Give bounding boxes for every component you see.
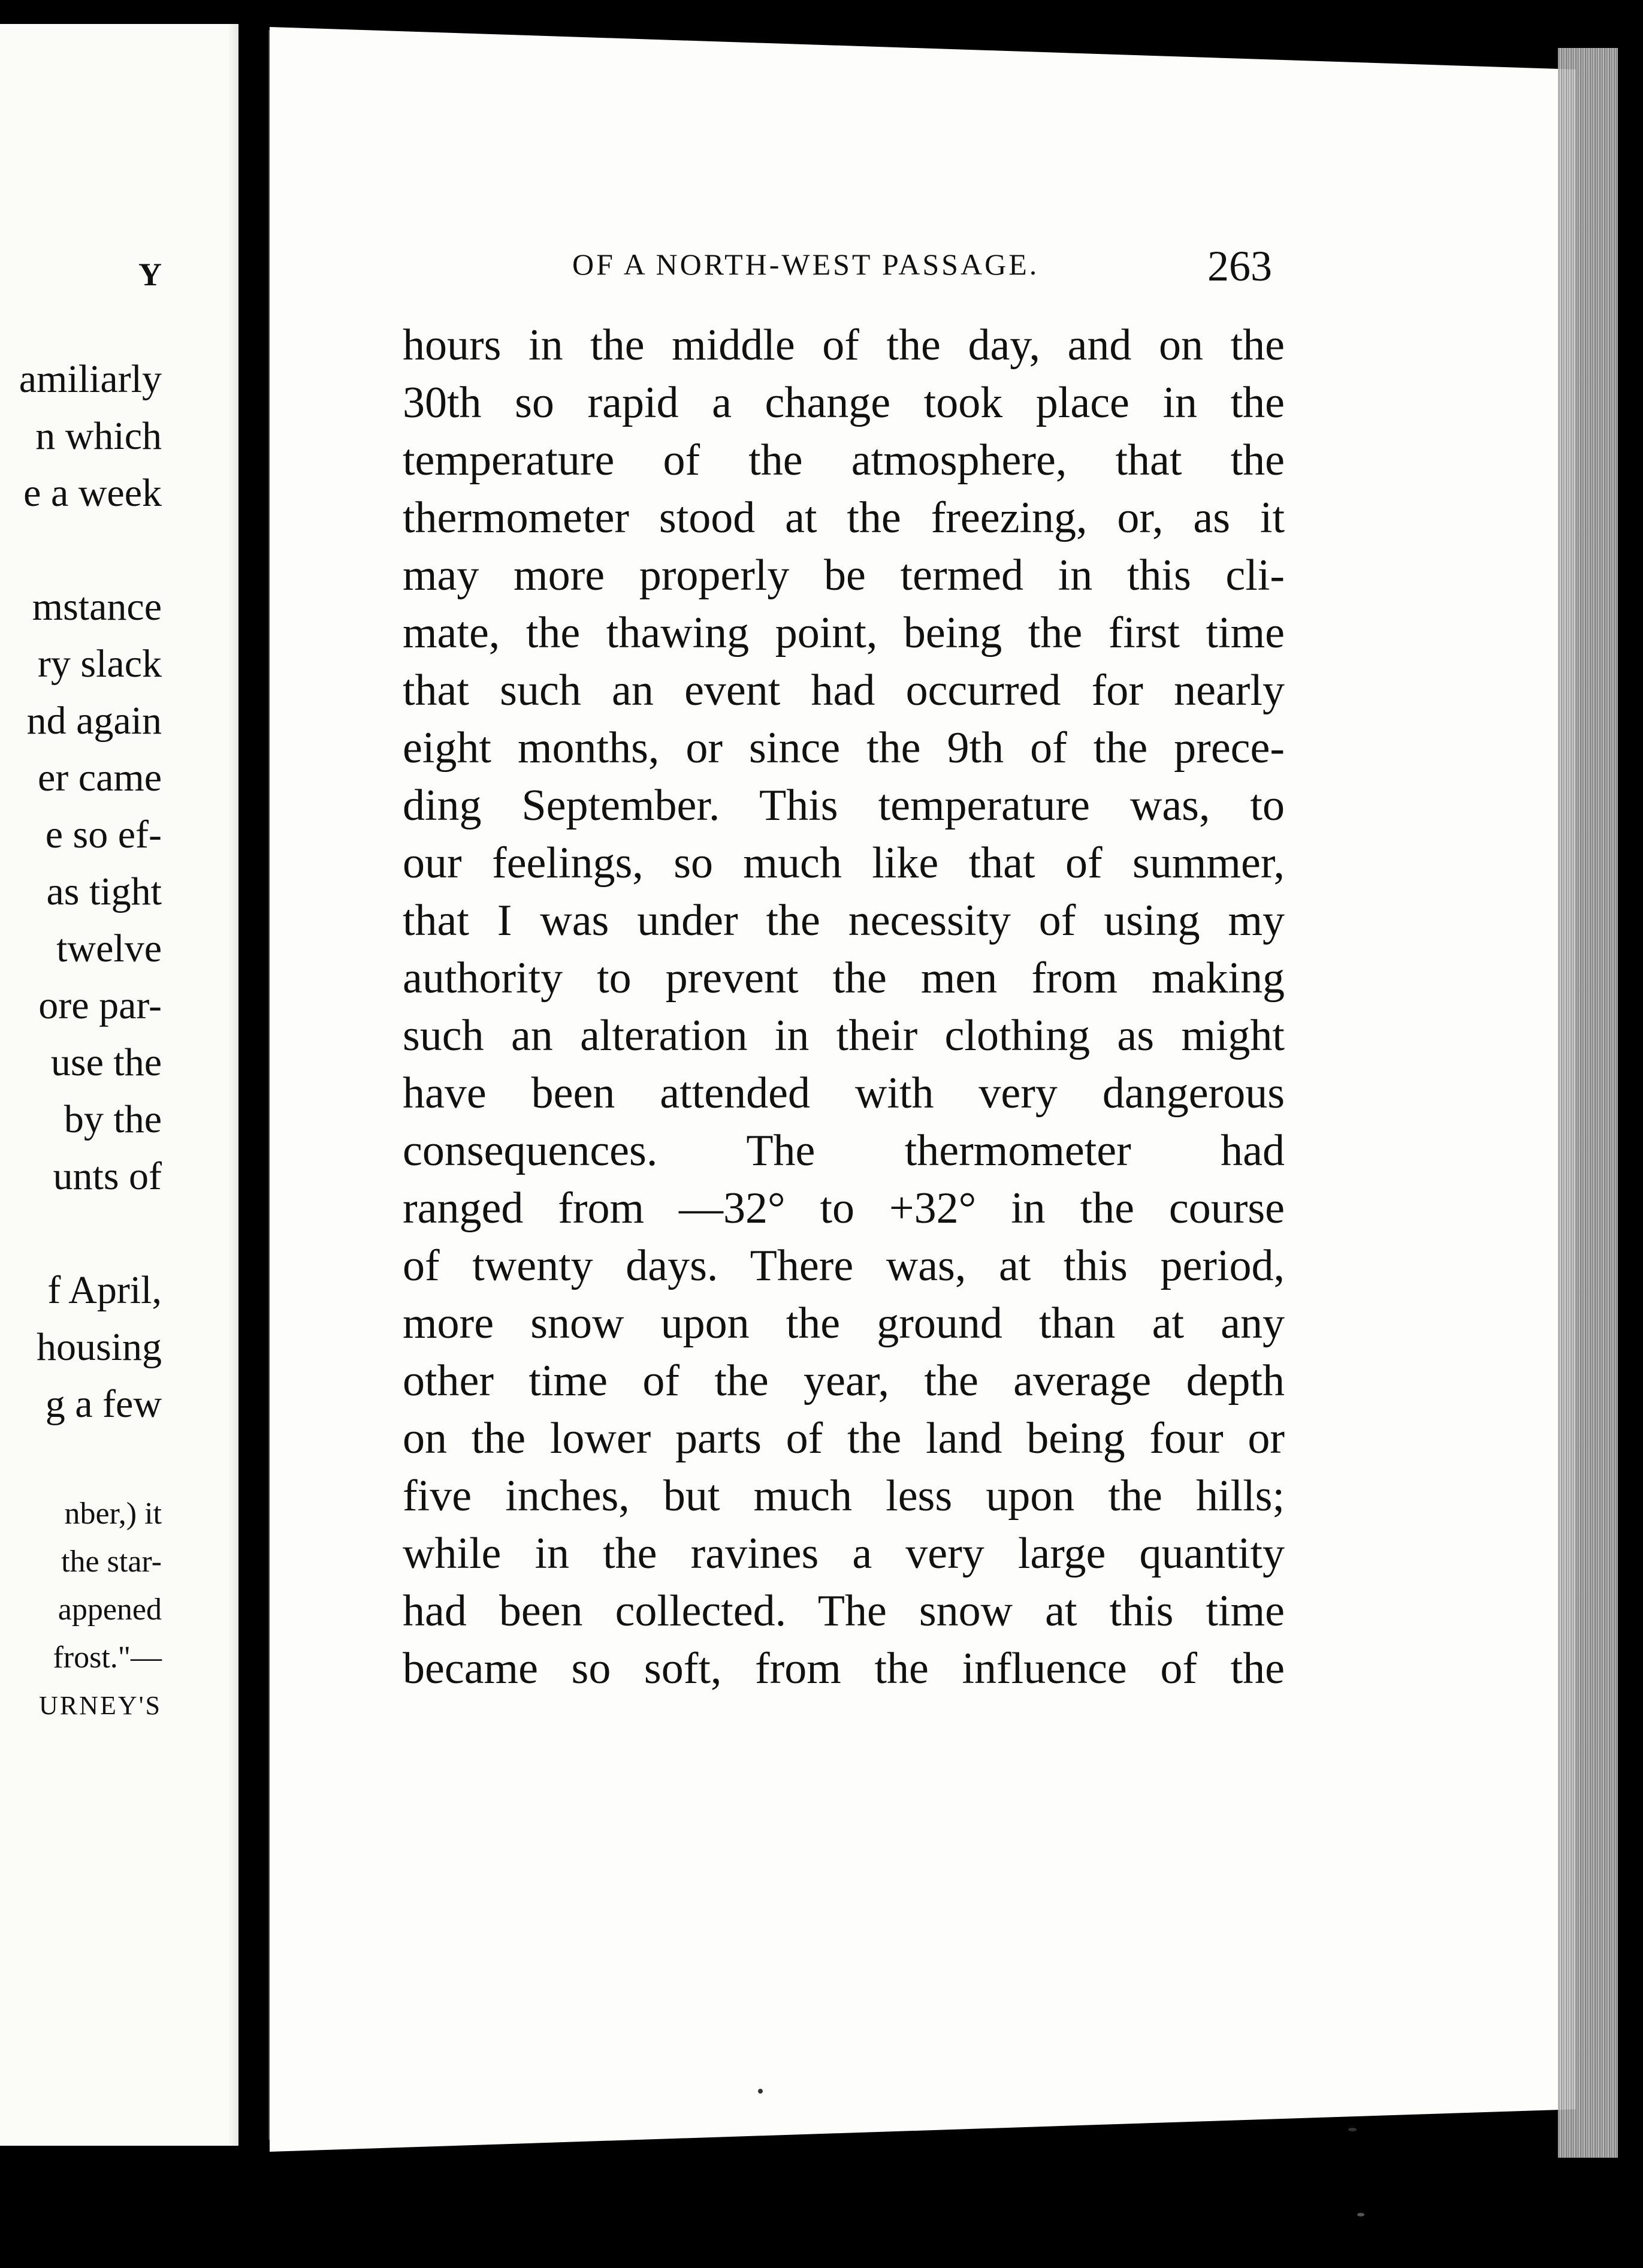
left-page-line: nd again	[26, 699, 162, 743]
text-line-content: consequences. The thermometer had	[403, 1126, 1285, 1175]
text-line-content: five inches, but much less upon the hills;	[403, 1471, 1285, 1521]
left-page-line: unts of	[53, 1154, 162, 1198]
text-line	[403, 1122, 1285, 1180]
text-line-content: of twenty days. There was, at this period,	[403, 1241, 1285, 1290]
scan-speck	[1348, 2128, 1357, 2131]
text-line-content: had been collected. The snow at this time	[403, 1587, 1285, 1636]
text-line	[403, 1640, 1285, 1697]
text-line	[403, 1352, 1285, 1410]
text-line-content: 30th so rapid a change took place in the	[403, 378, 1285, 427]
left-page-catchword: URNEY'S	[39, 1691, 162, 1720]
left-page-line: f April,	[47, 1268, 162, 1312]
page-number: 263	[1207, 242, 1272, 290]
text-line	[403, 777, 1285, 834]
left-page-footnote-line: appened	[58, 1593, 162, 1627]
text-line	[403, 1525, 1285, 1582]
left-page-line: amiliarly	[19, 357, 162, 401]
left-page-line: mstance	[32, 585, 162, 629]
text-line	[403, 1295, 1285, 1352]
left-page-line: twelve	[56, 927, 162, 970]
scan-speck	[758, 2089, 763, 2094]
text-line	[403, 1237, 1285, 1295]
text-line-content: ranged from —32° to +32° in the course	[403, 1184, 1285, 1233]
text-line	[403, 316, 1285, 374]
text-line	[403, 662, 1285, 719]
text-line	[403, 949, 1285, 1007]
text-line-content: other time of the year, the average depth	[403, 1356, 1285, 1406]
left-page-footnote-line: the star-	[61, 1545, 162, 1579]
text-line-content: that such an event had occurred for nearly	[403, 666, 1285, 715]
text-line-content: ding September. This temperature was, to	[403, 781, 1285, 830]
text-line-content: hours in the middle of the day, and on the	[403, 321, 1285, 370]
left-page-line: n which	[35, 414, 162, 458]
text-line-content: became so soft, from the influence of the	[403, 1644, 1285, 1693]
left-page-line: g a few	[45, 1382, 162, 1426]
text-line-content: while in the ravines a very large quantity	[403, 1529, 1285, 1578]
text-line	[403, 1007, 1285, 1064]
text-line	[403, 1180, 1285, 1237]
text-line-content: mate, the thawing point, being the first time	[403, 608, 1285, 658]
left-page-footnote-line: frost."—	[53, 1640, 162, 1675]
text-line	[403, 374, 1285, 432]
text-line	[403, 547, 1285, 604]
text-line	[403, 1467, 1285, 1525]
text-line-content: our feelings, so much like that of summer,	[403, 839, 1285, 888]
text-line	[403, 489, 1285, 547]
left-page-line: ry slack	[37, 642, 162, 686]
text-line	[403, 892, 1285, 949]
left-page-line: e so ef-	[45, 813, 162, 856]
text-line-content: temperature of the atmosphere, that the	[403, 436, 1285, 485]
left-page-line: ore par-	[38, 984, 162, 1027]
text-line-content: more snow upon the ground than at any	[403, 1299, 1285, 1348]
text-line	[403, 432, 1285, 489]
text-line	[403, 1582, 1285, 1640]
left-page-line: Y	[138, 257, 162, 292]
body-text	[403, 316, 1285, 1697]
text-line-content: have been attended with very dangerous	[403, 1069, 1285, 1118]
left-page-footnote-line: nber,) it	[64, 1497, 162, 1531]
text-line-content: may more properly be termed in this cli-	[403, 551, 1285, 600]
left-page-line: as tight	[46, 870, 162, 913]
left-page-line: e a week	[23, 471, 162, 515]
text-line-content: that I was under the necessity of using my	[403, 896, 1285, 945]
running-head: OF A NORTH-WEST PASSAGE.	[572, 248, 1040, 281]
text-line-content: such an alteration in their clothing as might	[403, 1011, 1285, 1060]
left-page-line: housing	[36, 1325, 162, 1369]
page-block-edge	[1558, 48, 1618, 2158]
left-facing-page	[0, 24, 252, 2146]
left-page-line: use the	[50, 1040, 162, 1084]
left-page-line: er came	[38, 756, 162, 800]
text-line	[403, 604, 1285, 662]
text-line-content: eight months, or since the 9th of the prece-	[403, 723, 1285, 773]
left-page-line: by the	[64, 1097, 162, 1141]
text-line	[403, 719, 1285, 777]
text-line-content: authority to prevent the men from making	[403, 954, 1285, 1003]
text-line	[403, 1064, 1285, 1122]
text-line	[403, 1410, 1285, 1467]
scan-speck	[1357, 2213, 1364, 2216]
book-spine-gutter	[238, 0, 268, 2268]
text-line-content: thermometer stood at the freezing, or, as it	[403, 493, 1285, 542]
text-line-content: on the lower parts of the land being four or	[403, 1414, 1285, 1463]
text-line	[403, 834, 1285, 892]
